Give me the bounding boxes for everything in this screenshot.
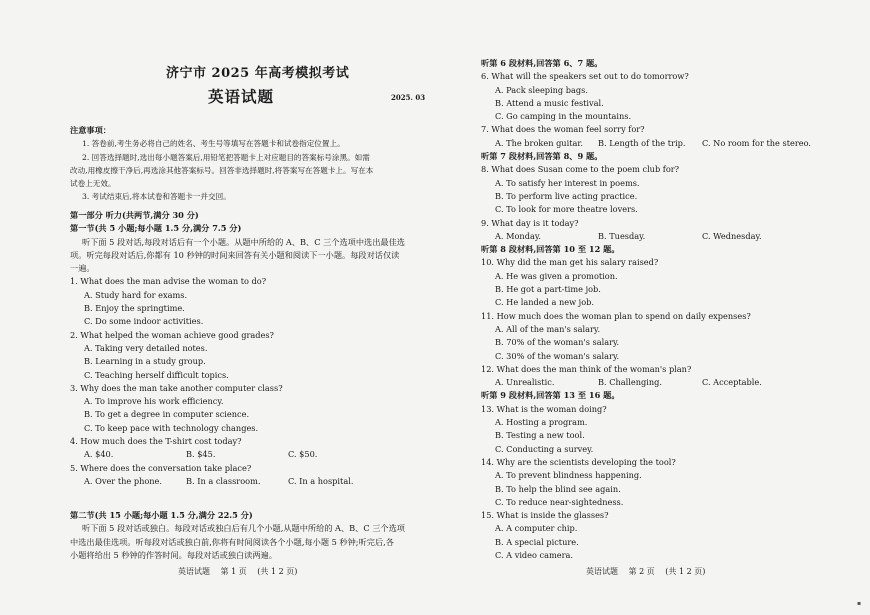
listening-part xyxy=(70,209,405,488)
section1-title: 第一节(共 5 小题;每小题 1.5 分,满分 7.5 分) xyxy=(70,223,242,234)
question-stem: 9. What day is it today? xyxy=(481,217,579,228)
option: A. Hosting a program. xyxy=(495,417,588,428)
option: A. To improve his work efficiency. xyxy=(84,396,224,407)
notes-block xyxy=(70,124,373,204)
material-heading: 听第 6 段材料,回答第 6、7 题。 xyxy=(481,58,603,68)
footer-page: 第 1 页 xyxy=(220,567,247,576)
footer-total: (共 1 2 页) xyxy=(665,567,706,576)
option: C. To keep pace with technology changes. xyxy=(84,422,259,433)
option: B. Challenging. xyxy=(598,377,662,388)
footer-label: 英语试题 xyxy=(586,567,618,576)
exam-subtitle: 英语试题 xyxy=(208,87,275,106)
section1-instruction: 项。听完每段对话后,你都有 10 秒钟的时间来回答有关小题和阅读下一小题。每段对话仅读 xyxy=(70,249,400,260)
option: A. All of the man's salary. xyxy=(495,323,601,334)
question-stem: 5. Where does the conversation take place? xyxy=(70,462,252,473)
option: B. $45. xyxy=(186,449,216,460)
question-stem: 2. What helped the woman achieve good grades? xyxy=(70,329,274,340)
section2-instruction: 听下面 5 段对话或独白。每段对话或独白后有几个小题,从题中所给的 A、B、C 三个选项 xyxy=(82,523,405,534)
option: B. Learning in a study group. xyxy=(84,356,206,367)
option: B. To get a degree in computer science. xyxy=(84,409,250,420)
section1-instruction: 听下面 5 段对话,每段对话后有一个小题。从题中所给的 A、B、C 三个选项中选出最佳选 xyxy=(82,236,405,247)
option: A. Pack sleeping bags. xyxy=(495,84,588,95)
scan-mark-icon: ▪ xyxy=(857,600,862,607)
option: B. Attend a music festival. xyxy=(495,97,604,108)
option: A. A computer chip. xyxy=(495,523,578,534)
question-stem: 12. What does the man think of the woman's plan? xyxy=(481,363,692,374)
option-row xyxy=(70,448,405,461)
option: C. To look for more theatre lovers. xyxy=(495,204,638,215)
option: C. In a hospital. xyxy=(288,475,354,486)
note-line: 试卷上无效。 xyxy=(70,179,116,189)
part1-title: 第一部分 听力(共两节,满分 30 分) xyxy=(70,210,199,220)
option: C. 30% of the woman's salary. xyxy=(495,350,620,361)
option: B. To help the blind see again. xyxy=(495,483,621,494)
material-heading: 听第 8 段材料,回答第 10 至 12 题。 xyxy=(481,244,620,255)
option: B. Testing a new tool. xyxy=(495,430,585,441)
option: A. Over the phone. xyxy=(84,475,162,486)
option: C. Wednesday. xyxy=(702,230,762,241)
option: A. Study hard for exams. xyxy=(84,289,188,300)
question-stem: 13. What is the woman doing? xyxy=(481,403,607,414)
note-line: 改动,用橡皮擦干净后,再选涂其他答案标号。回答非选择题时,将答案写在答题卡上。写在本 xyxy=(70,165,374,175)
footer-total: (共 1 2 页) xyxy=(257,567,298,576)
option: C. Do some indoor activities. xyxy=(84,316,204,327)
note-line: 3. 考试结束后,将本试卷和答题卡一并交回。 xyxy=(82,192,231,202)
option-row xyxy=(481,137,811,150)
option: C. $50. xyxy=(288,449,318,460)
question-stem: 3. Why does the man take another computer class? xyxy=(70,382,283,393)
option: A. To satisfy her interest in poems. xyxy=(495,177,640,188)
option: B. A special picture. xyxy=(495,536,579,547)
question-stem: 11. How much does the woman plan to spend on daily expenses? xyxy=(481,310,751,321)
page-footer xyxy=(178,566,305,577)
option: B. He got a part-time job. xyxy=(495,284,601,295)
option-row xyxy=(70,475,405,488)
material-heading: 听第 7 段材料,回答第 8、9 题。 xyxy=(481,151,603,162)
option: B. In a classroom. xyxy=(186,475,261,486)
page-footer xyxy=(586,566,713,577)
option: C. A video camera. xyxy=(495,549,574,560)
material-heading: 听第 9 段材料,回答第 13 至 16 题。 xyxy=(481,390,620,401)
option: A. Monday. xyxy=(495,230,541,241)
option: C. Acceptable. xyxy=(702,377,762,388)
section2-title: 第二节(共 15 小题;每小题 1.5 分,满分 22.5 分) xyxy=(70,510,253,520)
section1-instruction: 一遍。 xyxy=(70,263,95,274)
section2-instruction: 小题将给出 5 秒钟的作答时间。每段对话或独白读两遍。 xyxy=(70,549,277,560)
question-stem: 8. What does Susan come to the poem club for? xyxy=(481,164,680,175)
question-stem: 15. What is inside the glasses? xyxy=(481,510,609,521)
footer-label: 英语试题 xyxy=(178,567,210,576)
right-column xyxy=(481,57,811,562)
option: A. The broken guitar. xyxy=(495,137,583,148)
option-row xyxy=(481,376,811,389)
option-row xyxy=(481,230,811,243)
notes-heading: 注意事项： xyxy=(70,125,111,135)
section2-block xyxy=(70,509,405,562)
option: C. Go camping in the mountains. xyxy=(495,111,632,122)
question-stem: 4. How much does the T-shirt cost today? xyxy=(70,436,242,447)
option: B. Length of the trip. xyxy=(598,137,686,148)
option: A. To prevent blindness happening. xyxy=(495,470,642,481)
option: A. $40. xyxy=(84,449,114,460)
option: B. Tuesday. xyxy=(598,230,646,241)
option: C. Conducting a survey. xyxy=(495,443,594,454)
option: C. To reduce near-sightedness. xyxy=(495,496,624,507)
exam-title: 济宁市 2025 年高考模拟考试 xyxy=(166,66,350,81)
note-line: 1. 答卷前,考生务必将自己的姓名、考生号等填写在答题卡和试卷指定位置上。 xyxy=(82,139,345,149)
question-stem: 1. What does the man advise the woman to do? xyxy=(70,276,267,287)
option: C. Teaching herself difficult topics. xyxy=(84,369,229,380)
option: B. 70% of the woman's salary. xyxy=(495,337,620,348)
option: C. He landed a new job. xyxy=(495,297,594,308)
option: A. Unrealistic. xyxy=(495,377,555,388)
section2-instruction: 中选出最佳选项。听每段对话或独白前,你将有时间阅读各个小题,每小题 5 秒钟;听完后,各 xyxy=(70,536,394,547)
question-stem: 14. Why are the scientists developing the tool? xyxy=(481,456,676,467)
question-stem: 7. What does the woman feel sorry for? xyxy=(481,124,645,135)
note-line: 2. 回答选择题时,选出每小题答案后,用铅笔把答题卡上对应题目的答案标号涂黑。如需 xyxy=(82,152,370,162)
exam-page-2 xyxy=(435,0,870,615)
option: B. To perform live acting practice. xyxy=(495,190,638,201)
option: C. No room for the stereo. xyxy=(702,137,811,148)
option: A. He was given a promotion. xyxy=(495,270,618,281)
option: B. Enjoy the springtime. xyxy=(84,303,185,314)
question-stem: 10. Why did the man get his salary raised? xyxy=(481,257,659,268)
exam-date: 2025. 03 xyxy=(391,93,426,102)
option: A. Taking very detailed notes. xyxy=(84,342,208,353)
footer-page: 第 2 页 xyxy=(628,567,655,576)
question-stem: 6. What will the speakers set out to do tomorrow? xyxy=(481,71,689,82)
